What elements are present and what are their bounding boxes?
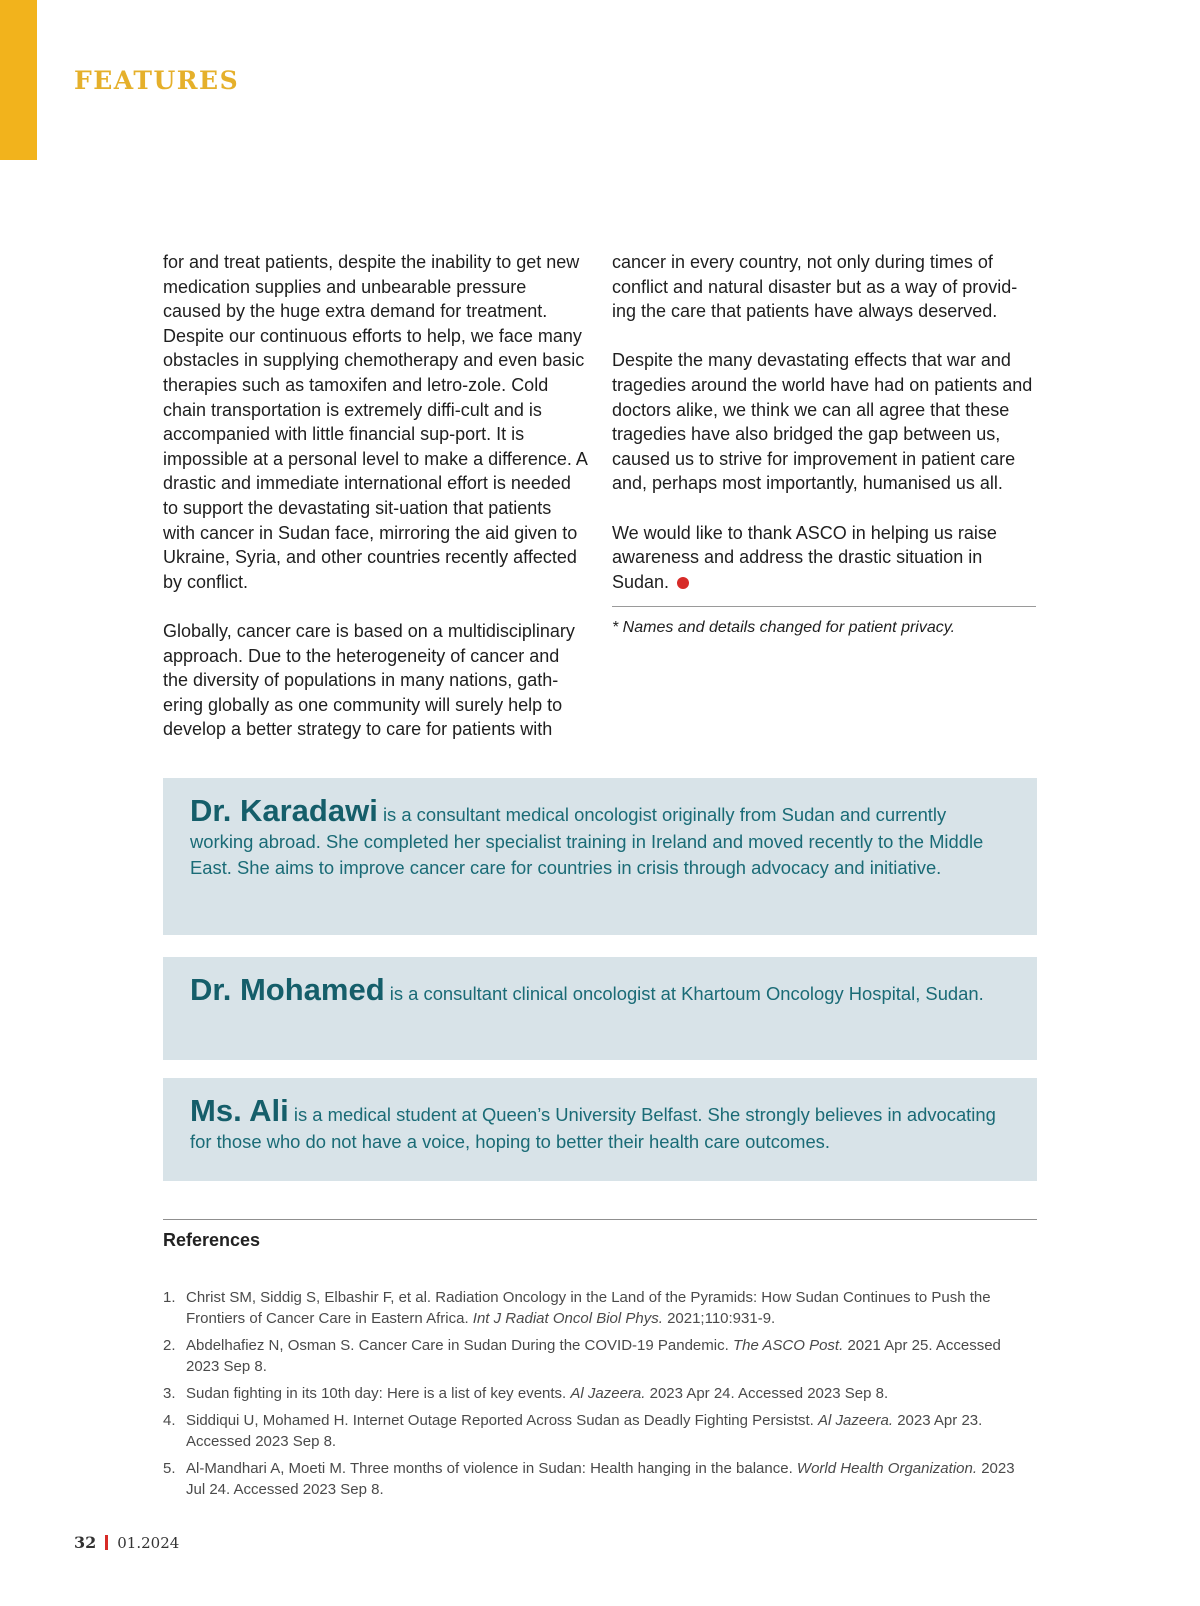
reference-number: 5. bbox=[163, 1460, 176, 1477]
reference-item bbox=[163, 1410, 1037, 1452]
reference-tail: 2023 Apr 24. Accessed 2023 Sep 8. bbox=[649, 1385, 889, 1402]
reference-number: 2. bbox=[163, 1337, 176, 1354]
reference-text: Al-Mandhari A, Moeti M. Three months of violence in Sudan: Health hanging in the balance. bbox=[186, 1460, 793, 1477]
reference-number: 1. bbox=[163, 1289, 176, 1306]
reference-text: Sudan fighting in its 10th day: Here is a list of key events. bbox=[186, 1385, 567, 1402]
footer-separator bbox=[105, 1535, 108, 1550]
reference-item bbox=[163, 1287, 1037, 1329]
author-bio-karadawi bbox=[163, 778, 1037, 935]
reference-source: The ASCO Post. bbox=[732, 1337, 844, 1354]
references-divider bbox=[163, 1219, 1037, 1220]
footnote: * Names and details changed for patient privacy. bbox=[612, 619, 956, 637]
page-number: 32 bbox=[74, 1533, 97, 1552]
page-footer bbox=[74, 1533, 179, 1552]
reference-source: Int J Radiat Oncol Biol Phys. bbox=[472, 1310, 663, 1327]
author-bio-mohamed bbox=[163, 957, 1037, 1060]
reference-item bbox=[163, 1335, 1037, 1377]
references-list bbox=[163, 1287, 1037, 1506]
references-heading: References bbox=[163, 1230, 261, 1250]
paragraph: Globally, cancer care is based on a multidisciplinary approach. Due to the heterogeneity of cancer and the diversity of populations in many nations, gath-ering globally as one community will surely help to develop a better strategy to care for patients with bbox=[163, 620, 575, 740]
end-mark-icon bbox=[677, 577, 689, 589]
closing-text: We would like to thank ASCO in helping us raise awareness and address the drastic situation in Sudan. bbox=[612, 522, 997, 592]
reference-tail: 2021;110:931-9. bbox=[667, 1310, 776, 1327]
reference-tail: 2023 Apr 23. Accessed 2023 Sep 8. bbox=[186, 1412, 983, 1450]
reference-text: Abdelhafiez N, Osman S. Cancer Care in Sudan During the COVID-19 Pandemic. bbox=[186, 1337, 729, 1354]
author-bio-text: is a medical student at Queen’s University Belfast. She strongly believes in advocating for those who do not have a voice, hoping to better their health care outcomes. bbox=[190, 1104, 996, 1152]
author-bio-text: is a consultant medical oncologist originally from Sudan and currently working abroad. She completed her specialist training in Ireland and moved recently to the Middle East. She aims to improve cancer care for countries in crisis through advocacy and initiative. bbox=[190, 804, 984, 879]
author-name: Dr. Karadawi bbox=[190, 793, 378, 828]
reference-text: Siddiqui U, Mohamed H. Internet Outage Reported Across Sudan as Deadly Fighting Persistst. bbox=[186, 1412, 814, 1429]
article-column-right bbox=[612, 250, 1040, 639]
reference-item bbox=[163, 1383, 1037, 1404]
paragraph: for and treat patients, despite the inability to get new medication supplies and unbearable pressure caused by the huge extra demand for treatment. Despite our continuous efforts to help, we face many obstacles in supplying chemotherapy and even basic therapies such as tamoxifen and letro-zole. Cold chain transportation is extremely diffi-cult and is accompanied with little financial sup-port. It is impossible at a personal level to make a difference. A drastic and immediate international effort is needed to support the devastating sit-uation that patients with cancer in Sudan face, mirroring the aid given to Ukraine, Syria, and other countries recently affected by conflict. bbox=[163, 252, 587, 592]
author-name: Dr. Mohamed bbox=[190, 972, 385, 1007]
reference-tail: 2023 Jul 24. Accessed 2023 Sep 8. bbox=[186, 1460, 1015, 1498]
paragraph: cancer in every country, not only during times of conflict and natural disaster but as a way of provid-ing the care that patients have always deserved. bbox=[612, 252, 1018, 322]
reference-number: 3. bbox=[163, 1385, 176, 1402]
reference-source: World Health Organization. bbox=[796, 1460, 978, 1477]
footnote-divider bbox=[612, 606, 1036, 607]
reference-source: Al Jazeera. bbox=[570, 1385, 646, 1402]
reference-number: 4. bbox=[163, 1412, 176, 1429]
reference-source: Al Jazeera. bbox=[818, 1412, 894, 1429]
article-column-left bbox=[163, 250, 588, 766]
author-name: Ms. Ali bbox=[190, 1093, 289, 1128]
section-label: FEATURES bbox=[74, 66, 240, 95]
closing-paragraph bbox=[612, 521, 1040, 595]
paragraph: Despite the many devastating effects that war and tragedies around the world have had on patients and doctors alike, we think we can all agree that these tragedies have also bridged the gap between us, caused us to strive for improvement in patient care and, perhaps most importantly, humanised us all. bbox=[612, 350, 1033, 494]
reference-item bbox=[163, 1458, 1037, 1500]
reference-tail: 2021 Apr 25. Accessed 2023 Sep 8. bbox=[186, 1337, 1001, 1375]
section-accent-bar bbox=[0, 0, 37, 160]
author-bio-text: is a consultant clinical oncologist at Khartoum Oncology Hospital, Sudan. bbox=[389, 983, 984, 1004]
author-bio-ali bbox=[163, 1078, 1037, 1181]
reference-text: Christ SM, Siddig S, Elbashir F, et al. Radiation Oncology in the Land of the Pyramids: How Sudan Continues to Push the Frontiers of Cancer Care in Eastern Africa. bbox=[186, 1289, 991, 1327]
issue-date: 01.2024 bbox=[117, 1534, 180, 1552]
